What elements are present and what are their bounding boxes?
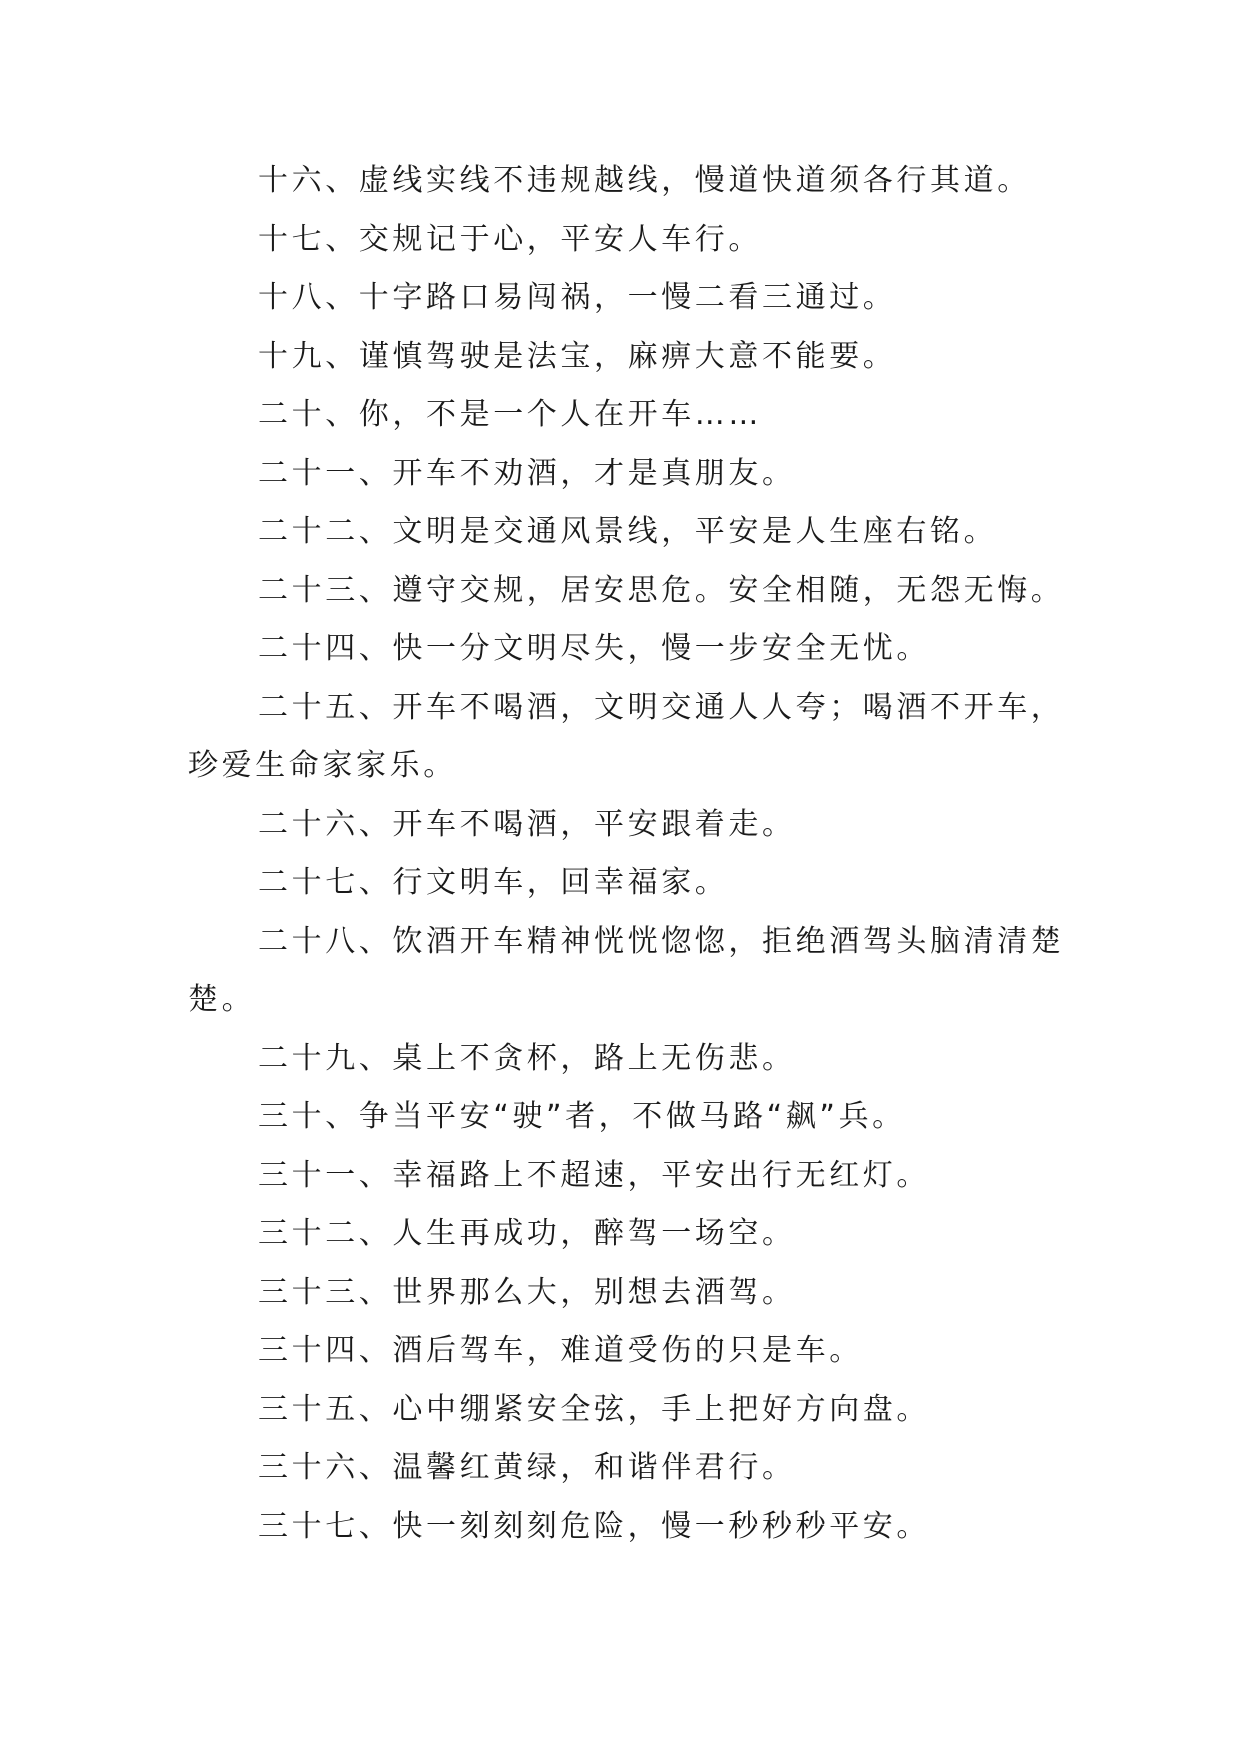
slogan-22: 二十二、文明是交通风景线，平安是人生座右铭。 <box>258 514 998 549</box>
slogan-17: 十七、交规记于心，平安人车行。 <box>258 221 762 257</box>
slogan-28: 二十八、饮酒开车精神恍恍惚惚，拒绝酒驾头脑清清楚楚。 <box>188 923 1065 1017</box>
slogan-18: 十八、十字路口易闯祸，一慢二看三通过。 <box>258 280 897 315</box>
slogan-21: 二十一、开车不劝酒，才是真朋友。 <box>258 455 796 491</box>
slogan-19: 十九、谨慎驾驶是法宝，麻痹大意不能要。 <box>258 338 897 374</box>
slogan-20: 二十、你，不是一个人在开车…… <box>258 397 762 432</box>
slogan-34: 三十四、酒后驾车，难道受伤的只是车。 <box>258 1333 863 1368</box>
slogan-37: 三十七、快一刻刻刻危险，慢一秒秒秒平安。 <box>258 1508 930 1544</box>
slogan-26: 二十六、开车不喝酒，平安跟着走。 <box>258 806 796 842</box>
slogan-31: 三十一、幸福路上不超速，平安出行无红灯。 <box>258 1157 930 1193</box>
slogan-16: 十六、虚线实线不违规越线，慢道快道须各行其道。 <box>258 163 1031 198</box>
slogan-32: 三十二、人生再成功，醉驾一场空。 <box>258 1216 796 1251</box>
slogan-36: 三十六、温馨红黄绿，和谐伴君行。 <box>258 1450 796 1485</box>
slogan-33: 三十三、世界那么大，别想去酒驾。 <box>258 1274 796 1310</box>
slogan-24: 二十四、快一分文明尽失，慢一步安全无忧。 <box>258 631 930 666</box>
slogan-35: 三十五、心中绷紧安全弦，手上把好方向盘。 <box>258 1391 930 1427</box>
slogan-25: 二十五、开车不喝酒，文明交通人人夸；喝酒不开车，珍爱生命家家乐。 <box>188 689 1065 783</box>
slogan-23: 二十三、遵守交规，居安思危。安全相随，无怨无悔。 <box>258 572 1065 608</box>
slogan-29: 二十九、桌上不贪杯，路上无伤悲。 <box>258 1040 796 1076</box>
slogan-27: 二十七、行文明车，回幸福家。 <box>258 865 729 900</box>
slogan-30: 三十、争当平安“驶”者，不做马路“飙”兵。 <box>258 1099 906 1134</box>
document-body <box>188 152 1068 1556</box>
